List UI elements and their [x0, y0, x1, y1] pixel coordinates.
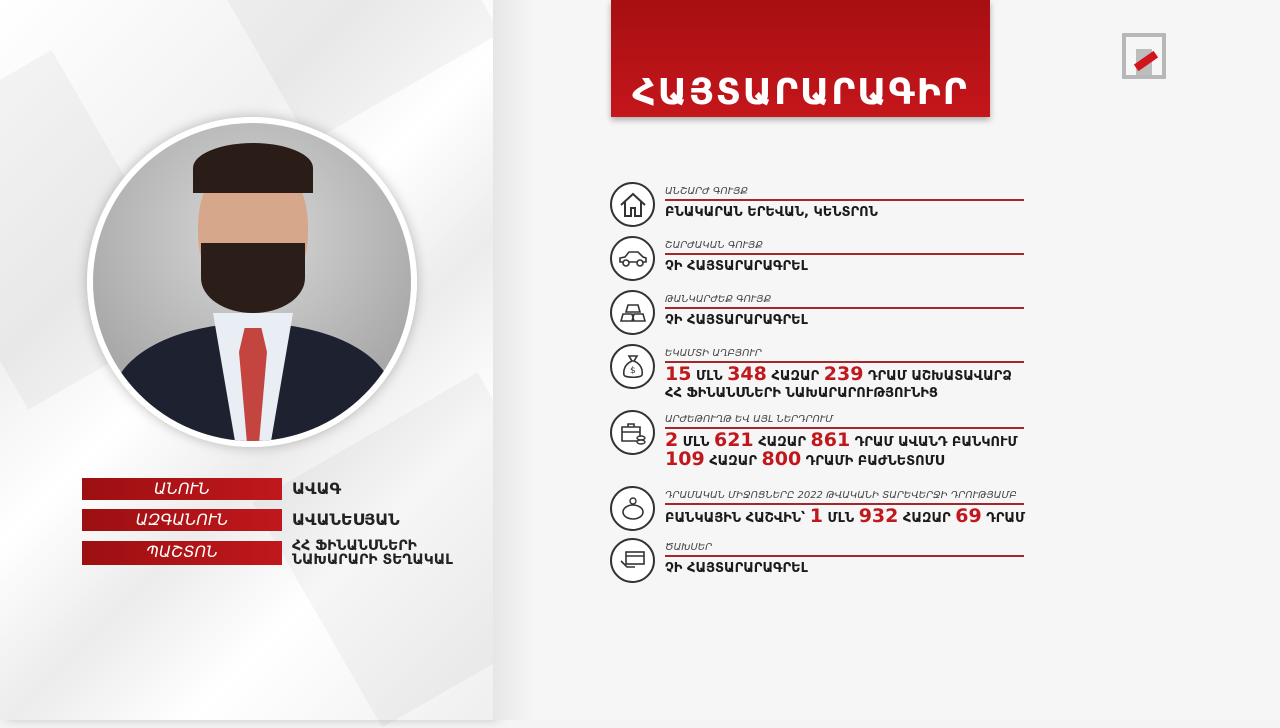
- piggy-bank-icon: [610, 486, 655, 531]
- surname-label: ԱԶԳԱՆՈՒՆ: [82, 509, 282, 531]
- svg-text:$: $: [629, 365, 636, 376]
- page-title: ՀԱՅՏԱՐԱՐԱԳԻՐ: [632, 72, 969, 113]
- name-label: ԱՆՈՒՆ: [82, 478, 282, 500]
- house-icon: [610, 182, 655, 227]
- investments-value: 2 ՄԼՆ 621 ՀԱԶԱՐ 861 ԴՐԱՄ ԱՎԱՆԴ ԲԱՆԿՈՒՄ 109 ՀԱԶԱՐ 800 ԴՐԱՄԻ ԲԱԺՆԵՏՈՄՍ: [665, 429, 1018, 470]
- surname-value: ԱՎԱՆԵՍՅԱՆ: [292, 510, 400, 529]
- title-banner: [611, 0, 990, 117]
- person-photo: [87, 117, 417, 447]
- position-value: ՀՀ ՖԻՆԱՆՍՆԵՐԻ ՆԱԽԱՐԱՐԻ ՏԵՂԱԿԱԼ: [292, 538, 453, 568]
- position-label: ՊԱՇՏՈՆ: [82, 541, 282, 565]
- income-value: 15 ՄԼՆ 348 ՀԱԶԱՐ 239 ԴՐԱՄ ԱՇԽԱՏԱՎԱՐՁ ՀՀ ՖԻՆԱՆՍՆԵՐԻ ՆԱԽԱՐԱՐՈՒԹՅՈՒՆԻՑ: [665, 363, 1012, 401]
- name-value: ԱՎԱԳ: [292, 479, 342, 498]
- card-hand-icon: [610, 538, 655, 583]
- funds-value: ԲԱՆԿԱՅԻՆ ՀԱՇՎԻՆ՝ 1 ՄԼՆ 932 ՀԱԶԱՐ 69 ԴՐԱՄ: [665, 505, 1026, 527]
- briefcase-coins-icon: [610, 410, 655, 455]
- channel-logo: [1122, 33, 1166, 79]
- gold-bars-icon: [610, 290, 655, 335]
- car-icon: [610, 236, 655, 281]
- money-bag-icon: [610, 344, 655, 389]
